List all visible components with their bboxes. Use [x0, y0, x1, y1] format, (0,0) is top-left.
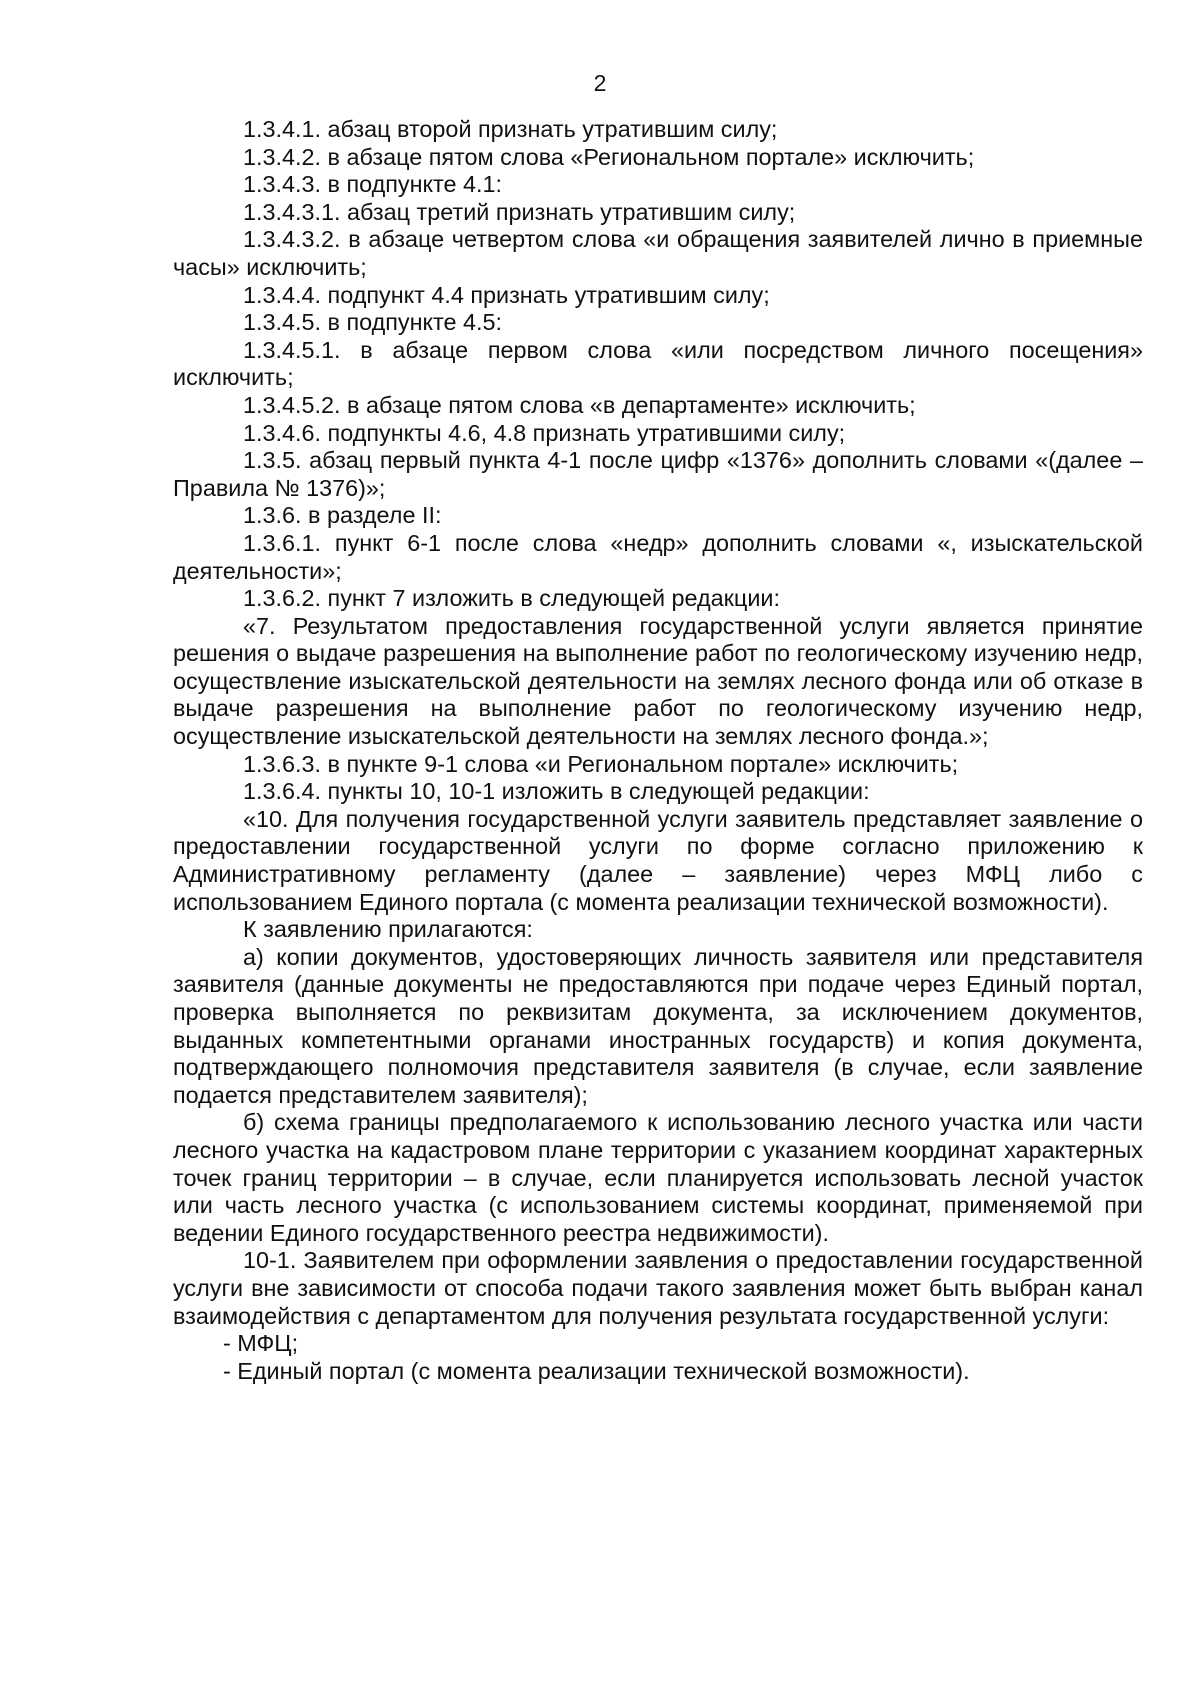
- paragraph-1-3-6-1: 1.3.6.1. пункт 6-1 после слова «недр» дополнить словами «, изыскательской деятельности»;: [173, 529, 1143, 584]
- paragraph-1-3-4-3: 1.3.4.3. в подпункте 4.1:: [243, 171, 503, 198]
- paragraph-1-3-4-4: 1.3.4.4. подпункт 4.4 признать утратившим силу;: [243, 281, 770, 308]
- paragraph-1-3-6-4: 1.3.6.4. пункты 10, 10-1 изложить в следующей редакции:: [243, 778, 870, 805]
- paragraph-1-3-6: 1.3.6. в разделе II:: [243, 502, 442, 529]
- paragraph-1-3-4-5-2: 1.3.4.5.2. в абзаце пятом слова «в департаменте» исключить;: [243, 391, 916, 418]
- page-number: 2: [593, 70, 607, 96]
- paragraph-item-7: «7. Результатом предоставления государственной услуги является принятие решения о выдаче разрешения на выполнение работ по геологическому изучению недр, осуществление изыскательской деятельности на землях лесного фонда или об отказе в выдаче разрешения на выполнение работ по геологическому изучению недр, осуществление изыскательской деятельности на землях лесного фонда.»;: [173, 612, 1143, 750]
- paragraph-attachment-b: б) схема границы предполагаемого к использованию лесного участка или части лесного участка на кадастровом плане территории с указанием координат характерных точек границ территории – в случае, если планируется использовать лесной участок или часть лесного участка (с использованием системы координат, применяемой при ведении Единого государственного реестра недвижимости).: [173, 1109, 1143, 1246]
- paragraph-1-3-4-5: 1.3.4.5. в подпункте 4.5:: [243, 309, 503, 336]
- paragraph-attachment-a: а) копии документов, удостоверяющих личность заявителя или представителя заявителя (данные документы не предоставляются при подаче через Единый портал, проверка выполняется по реквизитам документа, за исключением документов, выданных компетентными органами иностранных государств) и копия документа, подтверждающего полномочия представителя заявителя (в случае, если заявление подается представителем заявителя);: [173, 943, 1143, 1108]
- paragraph-item-10: «10. Для получения государственной услуги заявитель представляет заявление о предоставлении государственной услуги по форме согласно приложению к Административному регламенту (далее – заявление) через МФЦ либо с использованием Единого портала (с момента реализации технической возможности).: [173, 805, 1143, 915]
- paragraph-1-3-4-3-2: 1.3.4.3.2. в абзаце четвертом слова «и обращения заявителей лично в приемные часы» исключить;: [173, 226, 1143, 280]
- document-body: [173, 116, 1143, 1385]
- paragraph-1-3-6-2: 1.3.6.2. пункт 7 изложить в следующей редакции:: [243, 585, 780, 612]
- paragraph-1-3-5: 1.3.5. абзац первый пункта 4-1 после цифр «1376» дополнить словами «(далее – Правила № 1376)»;: [173, 447, 1143, 501]
- paragraph-1-3-4-6: 1.3.4.6. подпункты 4.6, 4.8 признать утратившими силу;: [243, 419, 846, 446]
- paragraph-1-3-4-5-1: 1.3.4.5.1. в абзаце первом слова «или посредством личного посещения» исключить;: [173, 336, 1143, 391]
- paragraph-1-3-4-3-1: 1.3.4.3.1. абзац третий признать утратившим силу;: [243, 198, 796, 225]
- paragraph-attachments-intro: К заявлению прилагаются:: [243, 916, 533, 943]
- list-item-mfc: - МФЦ;: [223, 1330, 299, 1357]
- paragraph-item-10-1: 10-1. Заявителем при оформлении заявления о предоставлении государственной услуги вне зависимости от способа подачи такого заявления может быть выбран канал взаимодействия с департаментом для получения результата государственной услуги:: [173, 1247, 1143, 1329]
- paragraph-1-3-6-3: 1.3.6.3. в пункте 9-1 слова «и Региональном портале» исключить;: [243, 750, 959, 777]
- paragraph-1-3-4-2: 1.3.4.2. в абзаце пятом слова «Региональном портале» исключить;: [243, 143, 975, 170]
- list-item-single-portal: - Единый портал (с момента реализации технической возможности).: [223, 1357, 970, 1384]
- paragraph-1-3-4-1: 1.3.4.1. абзац второй признать утратившим силу;: [243, 116, 778, 142]
